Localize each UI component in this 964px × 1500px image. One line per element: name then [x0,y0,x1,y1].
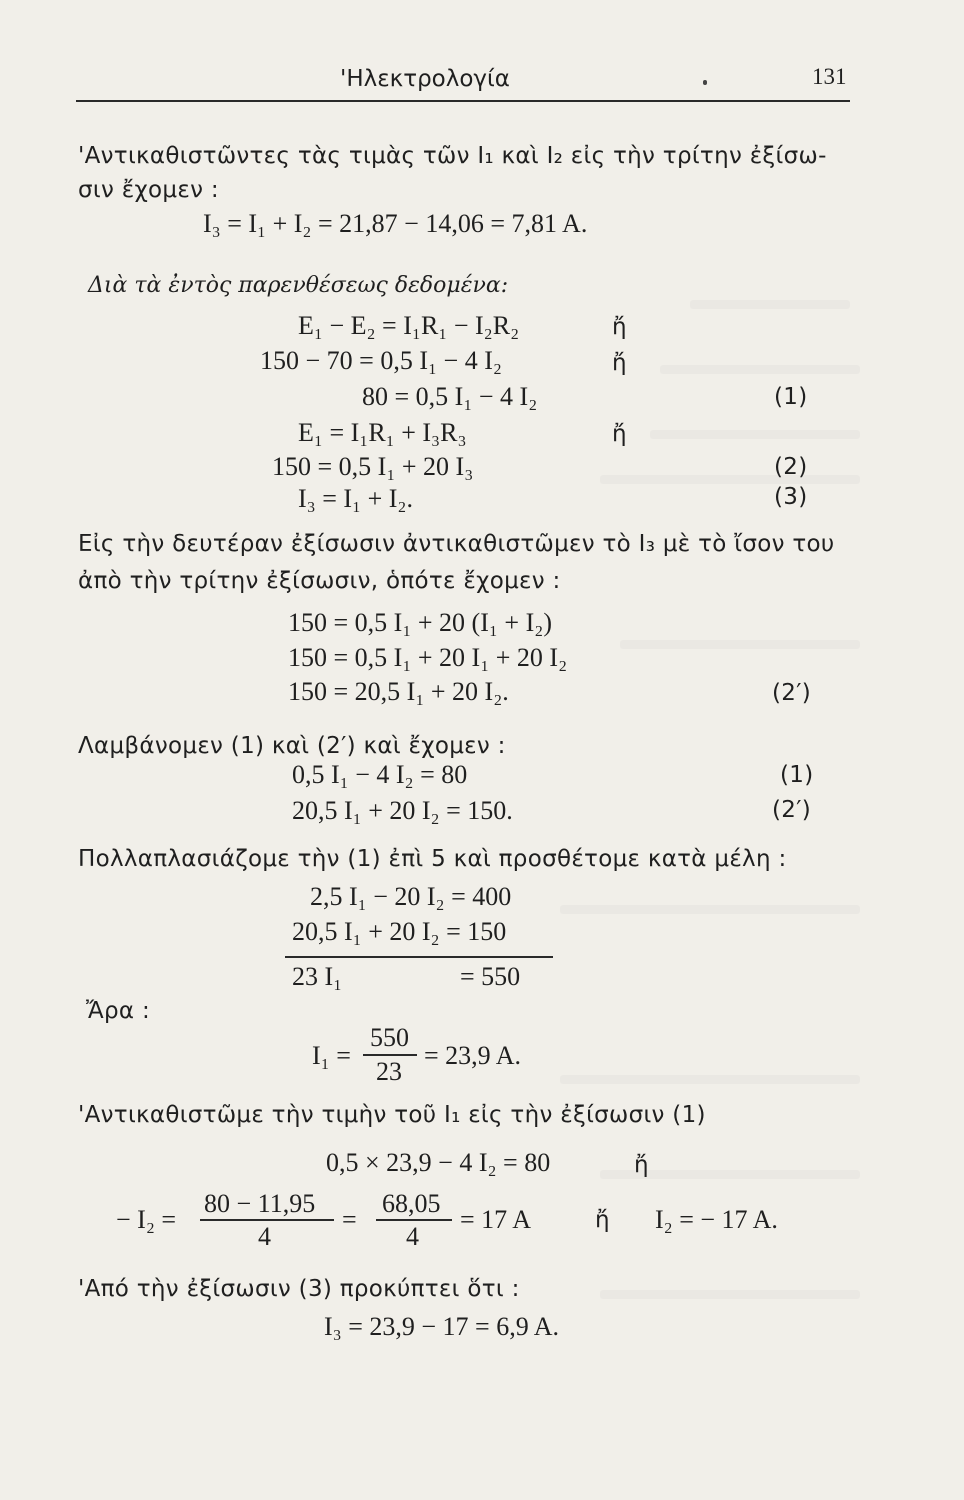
body-text-line: Πολλαπλασιάζομε τὴν (1) ἐπὶ 5 καὶ προσθέτομε κατὰ μέλη : [78,846,787,872]
equation: I₁ = [312,1041,351,1070]
equation: = 23,9 A. [424,1041,522,1070]
body-text-line: 'Από τὴν ἐξίσωσιν (3) προκύπτει ὅτι : [78,1276,520,1302]
equation-number: (1) [780,762,814,788]
body-text-line: σιν ἔχομεν : [78,177,219,203]
equation: − I₂ = [116,1205,177,1234]
equation: 150 = 0,5 I₁ + 20 (I₁ + I₂) [288,608,552,637]
equation: 150 = 0,5 I₁ + 20 I₃ [272,452,474,481]
equation: 20,5 I₁ + 20 I₂ = 150 [292,917,507,946]
fraction-denominator: 23 [376,1057,402,1086]
equation-number: (3) [774,484,808,510]
conjunction: ἤ [612,350,627,376]
equation-number: (2) [774,454,808,480]
body-text-line: Εἰς τὴν δευτέραν ἐξίσωσιν ἀντικαθιστῶμεν τὸ I₃ μὲ τὸ ἴσον του [78,531,835,557]
fraction-bar [363,1054,417,1056]
body-text-line: 'Αντικαθιστῶμε τὴν τιμὴν τοῦ I₁ εἰς τὴν ἐξίσωσιν (1) [78,1102,706,1128]
fraction-numerator: 68,05 [382,1189,441,1218]
equation: E₁ = I₁R₁ + I₃R₃ [298,418,467,447]
sum-rule [285,956,553,958]
equation-number: (2′) [772,797,812,823]
equation: E₁ − E₂ = I₁R₁ − I₂R₂ [298,311,520,340]
equation: I₃ = 23,9 − 17 = 6,9 A. [324,1312,560,1341]
fraction-numerator: 80 − 11,95 [204,1189,316,1218]
fraction-numerator: 550 [370,1023,409,1052]
equation: = 17 A [460,1205,532,1234]
running-head-title: 'Ηλεκτρολογία [340,66,510,92]
equation: 150 = 20,5 I₁ + 20 I₂. [288,677,509,706]
equation-number: (2′) [772,680,812,706]
body-text-line: 'Αντικαθιστῶντες τὰς τιμὰς τῶν I₁ καὶ I₂ εἰς τὴν τρίτην ἐξίσω- [78,143,827,169]
fraction-bar [200,1219,334,1221]
equation: 0,5 I₁ − 4 I₂ = 80 [292,760,468,789]
body-text-line: Ἄρα : [86,998,151,1024]
body-text-line: ἀπὸ τὴν τρίτην ἐξίσωσιν, ὁπότε ἔχομεν : [78,568,561,594]
equation: I₃ = I₁ + I₂. [298,484,413,513]
equation: 150 = 0,5 I₁ + 20 I₁ + 20 I₂ [288,643,568,672]
italic-heading: Διὰ τὰ ἐντὸς παρενθέσεως δεδομένα: [88,273,509,298]
conjunction: ἤ [634,1152,649,1178]
equation: 80 = 0,5 I₁ − 4 I₂ [362,382,538,411]
equation: 23 I₁ [292,962,343,991]
conjunction: ἤ [595,1207,610,1233]
speck-mark [703,80,707,85]
fraction-denominator: 4 [258,1222,271,1251]
page-number: 131 [812,64,847,89]
equation: 0,5 × 23,9 − 4 I₂ = 80 [326,1148,551,1177]
conjunction: ἤ [612,314,627,340]
equation: I₃ = I₁ + I₂ = 21,87 − 14,06 = 7,81 A. [203,209,588,238]
equation: = [342,1205,357,1234]
equation: 150 − 70 = 0,5 I₁ − 4 I₂ [260,346,502,375]
equation: = 550 [460,962,521,991]
fraction-denominator: 4 [406,1222,419,1251]
body-text-line: Λαμβάνομεν (1) καὶ (2′) καὶ ἔχομεν : [78,733,506,759]
equation-number: (1) [774,384,808,410]
fraction-bar [376,1219,452,1221]
equation: 20,5 I₁ + 20 I₂ = 150. [292,796,513,825]
equation: 2,5 I₁ − 20 I₂ = 400 [310,882,512,911]
equation: I₂ = − 17 A. [655,1205,778,1234]
header-rule [76,100,850,102]
conjunction: ἤ [612,421,627,447]
